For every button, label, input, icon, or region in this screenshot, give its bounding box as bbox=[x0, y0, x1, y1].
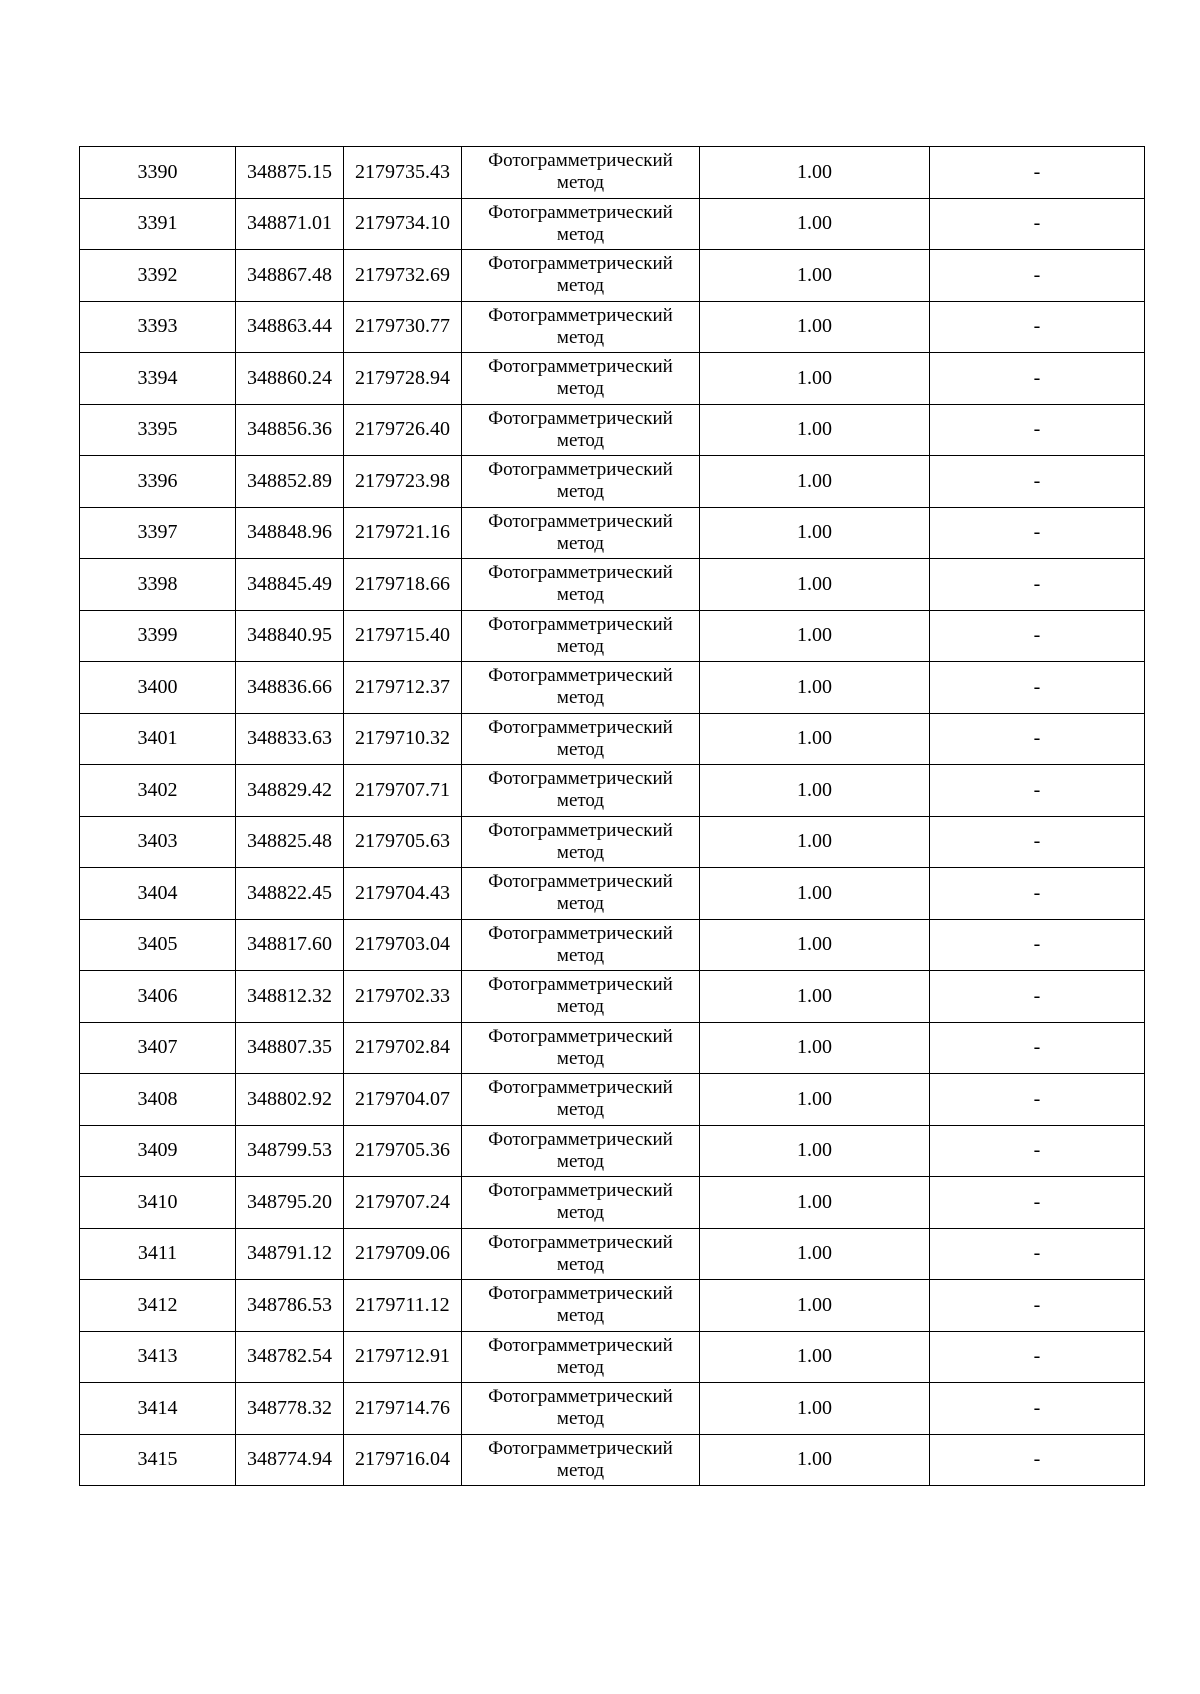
point-number-cell: 3412 bbox=[80, 1280, 236, 1332]
point-number-cell: 3409 bbox=[80, 1125, 236, 1177]
accuracy-cell: 1.00 bbox=[700, 1022, 930, 1074]
method-line-2: метод bbox=[556, 1408, 605, 1430]
x-coordinate-cell: 348791.12 bbox=[236, 1228, 344, 1280]
table-row bbox=[80, 1331, 1145, 1383]
method-cell bbox=[462, 1280, 700, 1332]
method-line-2: метод bbox=[556, 1202, 605, 1224]
method-cell bbox=[462, 1022, 700, 1074]
point-number-cell: 3391 bbox=[80, 198, 236, 250]
y-coordinate-cell: 2179734.10 bbox=[344, 198, 462, 250]
table-row bbox=[80, 1125, 1145, 1177]
accuracy-cell: 1.00 bbox=[700, 1331, 930, 1383]
method-cell bbox=[462, 198, 700, 250]
table-row bbox=[80, 662, 1145, 714]
method-cell bbox=[462, 1074, 700, 1126]
method-line-1: Фотограмметрический bbox=[488, 768, 673, 790]
y-coordinate-cell: 2179732.69 bbox=[344, 250, 462, 302]
method-cell bbox=[462, 353, 700, 405]
method-line-1: Фотограмметрический bbox=[488, 562, 673, 584]
x-coordinate-cell: 348871.01 bbox=[236, 198, 344, 250]
accuracy-cell: 1.00 bbox=[700, 610, 930, 662]
method-line-1: Фотограмметрический bbox=[488, 201, 673, 223]
method-line-1: Фотограмметрический bbox=[488, 665, 673, 687]
table-row bbox=[80, 919, 1145, 971]
table-row bbox=[80, 1434, 1145, 1486]
table-row bbox=[80, 1022, 1145, 1074]
method-line-1: Фотограмметрический bbox=[488, 1283, 673, 1305]
method-line-1: Фотограмметрический bbox=[488, 510, 673, 532]
note-cell: - bbox=[930, 1331, 1145, 1383]
table-row bbox=[80, 1383, 1145, 1435]
point-number-cell: 3394 bbox=[80, 353, 236, 405]
note-cell: - bbox=[930, 147, 1145, 199]
method-line-1: Фотограмметрический bbox=[488, 1386, 673, 1408]
accuracy-cell: 1.00 bbox=[700, 507, 930, 559]
method-line-2: метод bbox=[556, 481, 605, 503]
x-coordinate-cell: 348817.60 bbox=[236, 919, 344, 971]
x-coordinate-cell: 348786.53 bbox=[236, 1280, 344, 1332]
accuracy-cell: 1.00 bbox=[700, 353, 930, 405]
y-coordinate-cell: 2179723.98 bbox=[344, 456, 462, 508]
y-coordinate-cell: 2179702.33 bbox=[344, 971, 462, 1023]
accuracy-cell: 1.00 bbox=[700, 816, 930, 868]
note-cell: - bbox=[930, 507, 1145, 559]
point-number-cell: 3397 bbox=[80, 507, 236, 559]
note-cell: - bbox=[930, 250, 1145, 302]
method-cell bbox=[462, 507, 700, 559]
note-cell: - bbox=[930, 610, 1145, 662]
y-coordinate-cell: 2179712.91 bbox=[344, 1331, 462, 1383]
note-cell: - bbox=[930, 919, 1145, 971]
point-number-cell: 3411 bbox=[80, 1228, 236, 1280]
x-coordinate-cell: 348875.15 bbox=[236, 147, 344, 199]
method-line-1: Фотограмметрический bbox=[488, 1334, 673, 1356]
y-coordinate-cell: 2179715.40 bbox=[344, 610, 462, 662]
point-number-cell: 3404 bbox=[80, 868, 236, 920]
accuracy-cell: 1.00 bbox=[700, 1383, 930, 1435]
method-line-1: Фотограмметрический bbox=[488, 922, 673, 944]
table-row bbox=[80, 868, 1145, 920]
note-cell: - bbox=[930, 662, 1145, 714]
method-cell bbox=[462, 919, 700, 971]
accuracy-cell: 1.00 bbox=[700, 868, 930, 920]
note-cell: - bbox=[930, 1280, 1145, 1332]
table-body bbox=[80, 147, 1145, 1486]
point-number-cell: 3406 bbox=[80, 971, 236, 1023]
method-cell bbox=[462, 147, 700, 199]
method-line-2: метод bbox=[556, 378, 605, 400]
y-coordinate-cell: 2179707.71 bbox=[344, 765, 462, 817]
method-cell bbox=[462, 1125, 700, 1177]
point-number-cell: 3399 bbox=[80, 610, 236, 662]
method-line-1: Фотограмметрический bbox=[488, 150, 673, 172]
y-coordinate-cell: 2179714.76 bbox=[344, 1383, 462, 1435]
method-cell bbox=[462, 250, 700, 302]
method-line-2: метод bbox=[556, 841, 605, 863]
y-coordinate-cell: 2179730.77 bbox=[344, 301, 462, 353]
note-cell: - bbox=[930, 1125, 1145, 1177]
y-coordinate-cell: 2179735.43 bbox=[344, 147, 462, 199]
method-line-1: Фотограмметрический bbox=[488, 407, 673, 429]
note-cell: - bbox=[930, 198, 1145, 250]
table-row bbox=[80, 147, 1145, 199]
accuracy-cell: 1.00 bbox=[700, 662, 930, 714]
method-cell bbox=[462, 404, 700, 456]
method-line-1: Фотограмметрический bbox=[488, 974, 673, 996]
accuracy-cell: 1.00 bbox=[700, 1434, 930, 1486]
method-cell bbox=[462, 610, 700, 662]
x-coordinate-cell: 348863.44 bbox=[236, 301, 344, 353]
x-coordinate-cell: 348822.45 bbox=[236, 868, 344, 920]
x-coordinate-cell: 348852.89 bbox=[236, 456, 344, 508]
x-coordinate-cell: 348812.32 bbox=[236, 971, 344, 1023]
accuracy-cell: 1.00 bbox=[700, 713, 930, 765]
x-coordinate-cell: 348840.95 bbox=[236, 610, 344, 662]
method-cell bbox=[462, 765, 700, 817]
point-number-cell: 3396 bbox=[80, 456, 236, 508]
method-cell bbox=[462, 1383, 700, 1435]
method-line-1: Фотограмметрический bbox=[488, 253, 673, 275]
method-line-2: метод bbox=[556, 996, 605, 1018]
method-line-2: метод bbox=[556, 532, 605, 554]
note-cell: - bbox=[930, 868, 1145, 920]
method-line-2: метод bbox=[556, 944, 605, 966]
method-cell bbox=[462, 713, 700, 765]
method-line-1: Фотограмметрический bbox=[488, 1180, 673, 1202]
method-line-2: метод bbox=[556, 584, 605, 606]
table-row bbox=[80, 1177, 1145, 1229]
accuracy-cell: 1.00 bbox=[700, 1280, 930, 1332]
x-coordinate-cell: 348848.96 bbox=[236, 507, 344, 559]
method-line-1: Фотограмметрический bbox=[488, 1025, 673, 1047]
table-row bbox=[80, 713, 1145, 765]
point-number-cell: 3413 bbox=[80, 1331, 236, 1383]
method-line-2: метод bbox=[556, 1459, 605, 1481]
y-coordinate-cell: 2179707.24 bbox=[344, 1177, 462, 1229]
y-coordinate-cell: 2179703.04 bbox=[344, 919, 462, 971]
table-row bbox=[80, 404, 1145, 456]
method-line-1: Фотограмметрический bbox=[488, 1231, 673, 1253]
method-line-2: метод bbox=[556, 1150, 605, 1172]
x-coordinate-cell: 348782.54 bbox=[236, 1331, 344, 1383]
method-line-1: Фотограмметрический bbox=[488, 871, 673, 893]
accuracy-cell: 1.00 bbox=[700, 456, 930, 508]
method-line-1: Фотограмметрический bbox=[488, 459, 673, 481]
note-cell: - bbox=[930, 971, 1145, 1023]
y-coordinate-cell: 2179709.06 bbox=[344, 1228, 462, 1280]
table-row bbox=[80, 765, 1145, 817]
y-coordinate-cell: 2179712.37 bbox=[344, 662, 462, 714]
method-line-2: метод bbox=[556, 429, 605, 451]
note-cell: - bbox=[930, 301, 1145, 353]
method-line-2: метод bbox=[556, 790, 605, 812]
method-line-2: метод bbox=[556, 687, 605, 709]
x-coordinate-cell: 348774.94 bbox=[236, 1434, 344, 1486]
y-coordinate-cell: 2179716.04 bbox=[344, 1434, 462, 1486]
point-number-cell: 3393 bbox=[80, 301, 236, 353]
method-cell bbox=[462, 559, 700, 611]
note-cell: - bbox=[930, 1383, 1145, 1435]
method-cell bbox=[462, 971, 700, 1023]
table-row bbox=[80, 301, 1145, 353]
table-row bbox=[80, 1280, 1145, 1332]
method-line-1: Фотограмметрический bbox=[488, 716, 673, 738]
method-cell bbox=[462, 1177, 700, 1229]
x-coordinate-cell: 348829.42 bbox=[236, 765, 344, 817]
method-line-2: метод bbox=[556, 223, 605, 245]
point-number-cell: 3407 bbox=[80, 1022, 236, 1074]
point-number-cell: 3408 bbox=[80, 1074, 236, 1126]
point-number-cell: 3403 bbox=[80, 816, 236, 868]
y-coordinate-cell: 2179711.12 bbox=[344, 1280, 462, 1332]
method-cell bbox=[462, 1228, 700, 1280]
note-cell: - bbox=[930, 765, 1145, 817]
method-line-2: метод bbox=[556, 1099, 605, 1121]
method-line-1: Фотограмметрический bbox=[488, 1437, 673, 1459]
method-line-2: метод bbox=[556, 172, 605, 194]
method-line-2: метод bbox=[556, 1305, 605, 1327]
table-row bbox=[80, 250, 1145, 302]
coordinates-table bbox=[79, 146, 1145, 1486]
method-cell bbox=[462, 301, 700, 353]
accuracy-cell: 1.00 bbox=[700, 250, 930, 302]
method-line-2: метод bbox=[556, 738, 605, 760]
note-cell: - bbox=[930, 1177, 1145, 1229]
y-coordinate-cell: 2179702.84 bbox=[344, 1022, 462, 1074]
accuracy-cell: 1.00 bbox=[700, 147, 930, 199]
accuracy-cell: 1.00 bbox=[700, 1074, 930, 1126]
accuracy-cell: 1.00 bbox=[700, 198, 930, 250]
x-coordinate-cell: 348795.20 bbox=[236, 1177, 344, 1229]
table-row bbox=[80, 971, 1145, 1023]
point-number-cell: 3390 bbox=[80, 147, 236, 199]
point-number-cell: 3392 bbox=[80, 250, 236, 302]
accuracy-cell: 1.00 bbox=[700, 559, 930, 611]
x-coordinate-cell: 348836.66 bbox=[236, 662, 344, 714]
note-cell: - bbox=[930, 1434, 1145, 1486]
y-coordinate-cell: 2179718.66 bbox=[344, 559, 462, 611]
table-row bbox=[80, 198, 1145, 250]
accuracy-cell: 1.00 bbox=[700, 301, 930, 353]
method-line-2: метод bbox=[556, 1253, 605, 1275]
method-cell bbox=[462, 868, 700, 920]
method-cell bbox=[462, 1434, 700, 1486]
method-cell bbox=[462, 816, 700, 868]
method-line-1: Фотограмметрический bbox=[488, 613, 673, 635]
method-cell bbox=[462, 1331, 700, 1383]
x-coordinate-cell: 348845.49 bbox=[236, 559, 344, 611]
point-number-cell: 3405 bbox=[80, 919, 236, 971]
table-row bbox=[80, 816, 1145, 868]
method-line-2: метод bbox=[556, 326, 605, 348]
accuracy-cell: 1.00 bbox=[700, 971, 930, 1023]
x-coordinate-cell: 348825.48 bbox=[236, 816, 344, 868]
y-coordinate-cell: 2179710.32 bbox=[344, 713, 462, 765]
note-cell: - bbox=[930, 559, 1145, 611]
x-coordinate-cell: 348867.48 bbox=[236, 250, 344, 302]
method-line-1: Фотограмметрический bbox=[488, 1077, 673, 1099]
table-row bbox=[80, 559, 1145, 611]
accuracy-cell: 1.00 bbox=[700, 1228, 930, 1280]
x-coordinate-cell: 348856.36 bbox=[236, 404, 344, 456]
point-number-cell: 3415 bbox=[80, 1434, 236, 1486]
method-line-2: метод bbox=[556, 635, 605, 657]
y-coordinate-cell: 2179704.07 bbox=[344, 1074, 462, 1126]
y-coordinate-cell: 2179704.43 bbox=[344, 868, 462, 920]
x-coordinate-cell: 348860.24 bbox=[236, 353, 344, 405]
point-number-cell: 3401 bbox=[80, 713, 236, 765]
x-coordinate-cell: 348833.63 bbox=[236, 713, 344, 765]
note-cell: - bbox=[930, 1074, 1145, 1126]
x-coordinate-cell: 348807.35 bbox=[236, 1022, 344, 1074]
method-line-2: метод bbox=[556, 1047, 605, 1069]
table-row bbox=[80, 1074, 1145, 1126]
accuracy-cell: 1.00 bbox=[700, 919, 930, 971]
method-line-1: Фотограмметрический bbox=[488, 819, 673, 841]
accuracy-cell: 1.00 bbox=[700, 1177, 930, 1229]
point-number-cell: 3395 bbox=[80, 404, 236, 456]
note-cell: - bbox=[930, 456, 1145, 508]
method-cell bbox=[462, 456, 700, 508]
x-coordinate-cell: 348778.32 bbox=[236, 1383, 344, 1435]
table-row bbox=[80, 507, 1145, 559]
table-row bbox=[80, 610, 1145, 662]
method-line-2: метод bbox=[556, 893, 605, 915]
note-cell: - bbox=[930, 1022, 1145, 1074]
table-row bbox=[80, 353, 1145, 405]
method-line-2: метод bbox=[556, 1356, 605, 1378]
y-coordinate-cell: 2179721.16 bbox=[344, 507, 462, 559]
point-number-cell: 3414 bbox=[80, 1383, 236, 1435]
accuracy-cell: 1.00 bbox=[700, 765, 930, 817]
x-coordinate-cell: 348802.92 bbox=[236, 1074, 344, 1126]
y-coordinate-cell: 2179726.40 bbox=[344, 404, 462, 456]
y-coordinate-cell: 2179728.94 bbox=[344, 353, 462, 405]
note-cell: - bbox=[930, 1228, 1145, 1280]
point-number-cell: 3400 bbox=[80, 662, 236, 714]
table-row bbox=[80, 456, 1145, 508]
note-cell: - bbox=[930, 353, 1145, 405]
point-number-cell: 3398 bbox=[80, 559, 236, 611]
point-number-cell: 3410 bbox=[80, 1177, 236, 1229]
y-coordinate-cell: 2179705.63 bbox=[344, 816, 462, 868]
point-number-cell: 3402 bbox=[80, 765, 236, 817]
table-row bbox=[80, 1228, 1145, 1280]
method-line-1: Фотограмметрический bbox=[488, 356, 673, 378]
accuracy-cell: 1.00 bbox=[700, 1125, 930, 1177]
method-cell bbox=[462, 662, 700, 714]
x-coordinate-cell: 348799.53 bbox=[236, 1125, 344, 1177]
note-cell: - bbox=[930, 404, 1145, 456]
method-line-1: Фотограмметрический bbox=[488, 304, 673, 326]
accuracy-cell: 1.00 bbox=[700, 404, 930, 456]
method-line-1: Фотограмметрический bbox=[488, 1128, 673, 1150]
note-cell: - bbox=[930, 713, 1145, 765]
note-cell: - bbox=[930, 816, 1145, 868]
y-coordinate-cell: 2179705.36 bbox=[344, 1125, 462, 1177]
method-line-2: метод bbox=[556, 275, 605, 297]
